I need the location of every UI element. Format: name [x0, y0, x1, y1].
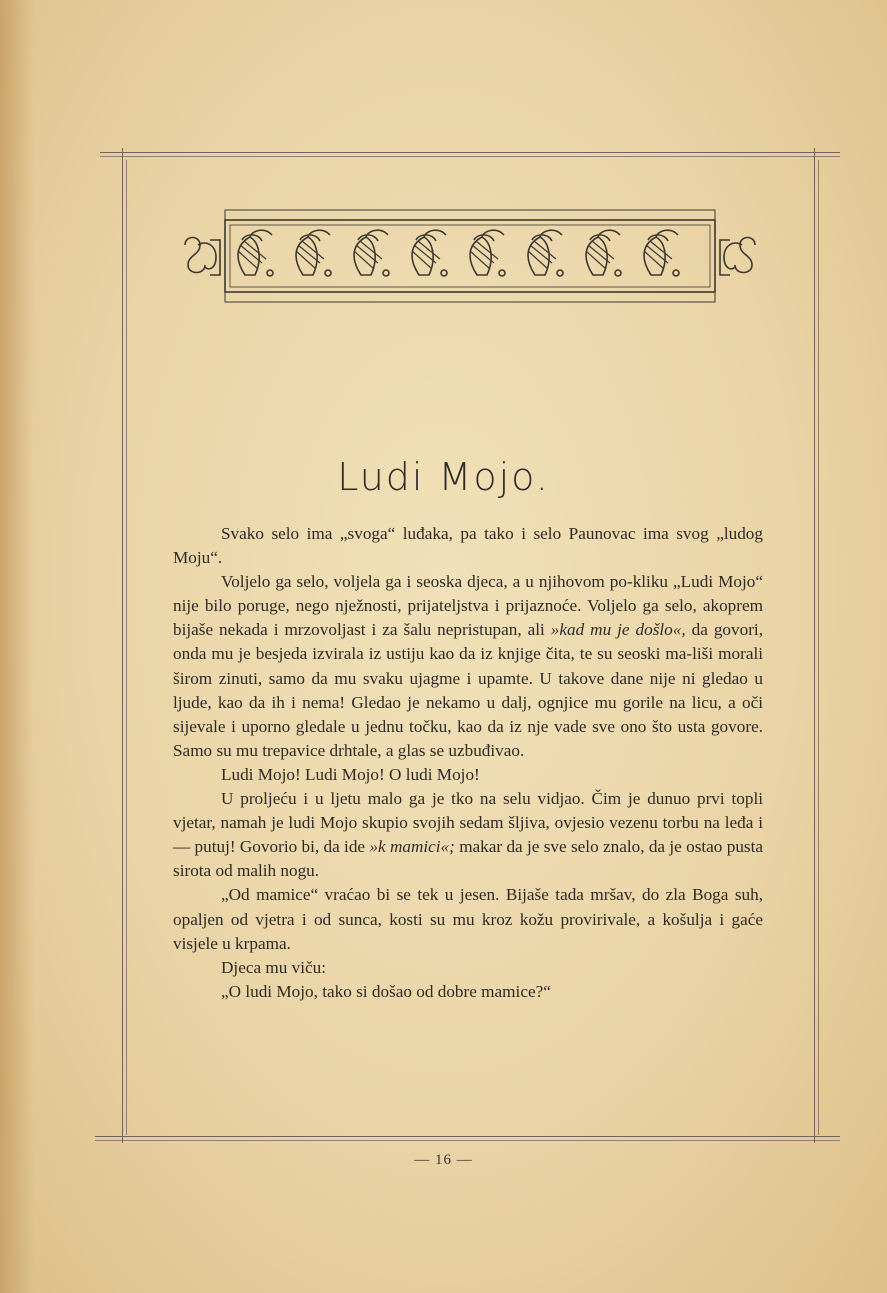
ornament-header	[180, 205, 760, 307]
body-text	[173, 522, 763, 1004]
paragraph: „Od mamice“ vraćao bi se tek u jesen. Bijaše tada mršav, do zla Boga suh, opaljen od vjetra i od sunca, kosti su mu kroz kožu provirivale, a košulja i gaće visjele u krpama.	[173, 885, 763, 953]
paragraph: Voljelo ga selo, voljela ga i seoska djeca, a u njihovom po-kliku „Ludi Mojo“ nije bilo poruge, nego nježnosti, prijateljstva i prijaznoće. Voljelo ga selo, akoprem bijaše nekada i mrzovoljast i za šalu nepristupan, ali »kad mu je došlo«, da govori, onda mu je besjeda izvirala iz ustiju kao da iz knjige čita, te su seoski ma-liši morali širom zinuti, samo da mu svaku ujagme i upamte. U takove dane nije ni gledao u ljude, kao da ih i nema! Gledao je nekamo u dalj, ognjice mu gorile na licu, a oči sijevale i uporno gledale u jednu točku, kao da iz nje vade sve ono što usta govore. Samo su mu trepavice drhtale, a glas se uzbuđivao.	[173, 572, 763, 760]
bottom-rule	[95, 1136, 840, 1137]
italic-quote: »k mamici«;	[369, 837, 455, 857]
paragraph: Ludi Mojo! Ludi Mojo! O ludi Mojo!	[221, 764, 480, 784]
right-rule	[814, 148, 815, 1143]
paragraph: Svako selo ima „svoga“ luđaka, pa tako i selo Paunovac ima svog „ludog Moju“.	[173, 524, 763, 568]
page-number: — 16 —	[414, 1152, 473, 1168]
right-rule-inner	[818, 160, 819, 1135]
bottom-rule-inner	[95, 1140, 840, 1141]
paragraph: U proljeću i u ljetu malo ga je tko na selu vidjao. Čim je dunuo prvi topli vjetar, namah je ludi Mojo skupio svojih sedam šljiva, ovjesio vezenu torbu na leđa i — putuj! Govorio bi, da ide »k mamici«; makar da je sve selo znalo, da je ostao pusta sirota od malih nogu.	[173, 789, 764, 881]
paragraph: „O ludi Mojo, tako si došao od dobre mamice?“	[221, 981, 551, 1001]
top-rule-inner	[100, 156, 840, 157]
paragraph: Djeca mu viču:	[221, 957, 326, 977]
left-rule-inner	[126, 160, 127, 1135]
top-rule	[100, 152, 840, 153]
chapter-title: Ludi Mojo.	[337, 455, 550, 499]
left-rule	[122, 148, 123, 1143]
italic-quote: »kad mu je došlo«,	[550, 620, 686, 640]
